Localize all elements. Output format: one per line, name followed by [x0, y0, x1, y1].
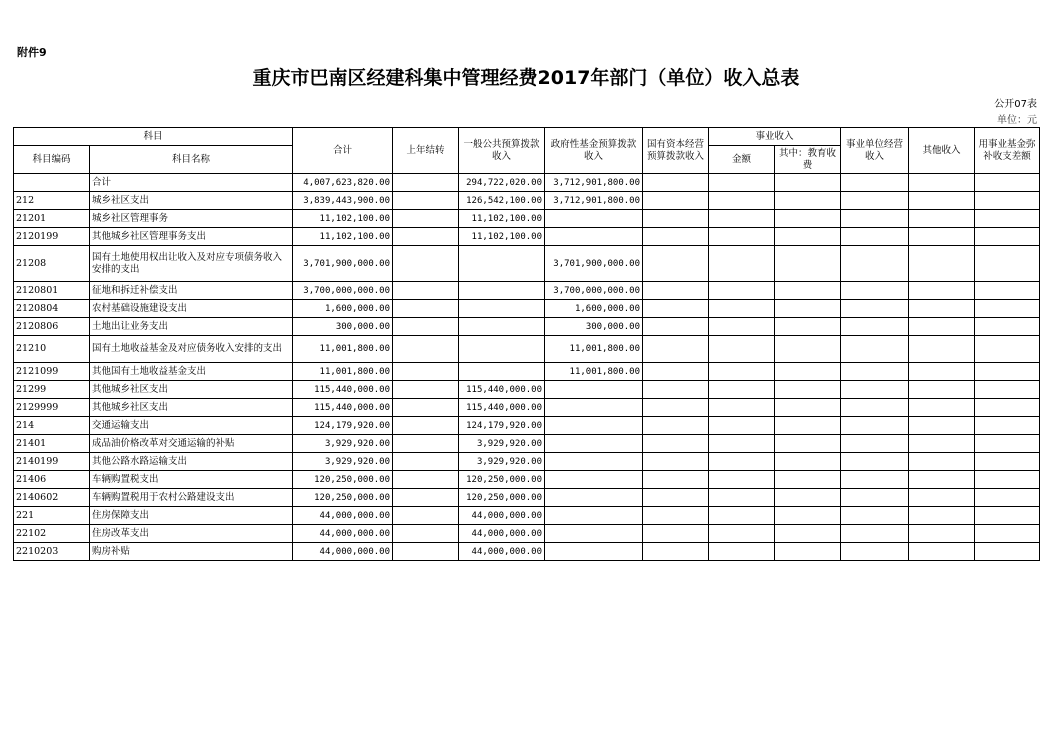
header-subject-code: 科目编码 — [14, 146, 90, 174]
table-row — [14, 228, 1040, 246]
business-income-cell — [841, 525, 909, 543]
table-row — [14, 210, 1040, 228]
state-capital-cell — [643, 300, 709, 318]
undertaking-amount-cell — [709, 363, 775, 381]
subject-name-cell: 车辆购置税支出 — [90, 471, 293, 489]
education-fee-cell — [775, 228, 841, 246]
general-budget-cell — [459, 246, 545, 282]
state-capital-cell — [643, 525, 709, 543]
state-capital-cell — [643, 417, 709, 435]
table-row — [14, 543, 1040, 561]
fund-offset-cell — [975, 417, 1040, 435]
general-budget-cell: 3,929,920.00 — [459, 453, 545, 471]
total-cell: 115,440,000.00 — [293, 381, 393, 399]
state-capital-cell — [643, 336, 709, 363]
education-fee-cell — [775, 174, 841, 192]
table-row — [14, 246, 1040, 282]
subject-name-cell: 其他国有土地收益基金支出 — [90, 363, 293, 381]
gov-fund-cell — [545, 507, 643, 525]
undertaking-amount-cell — [709, 336, 775, 363]
fund-offset-cell — [975, 471, 1040, 489]
carryover-cell — [393, 435, 459, 453]
carryover-cell — [393, 336, 459, 363]
subject-code-cell: 2120804 — [14, 300, 90, 318]
fund-offset-cell — [975, 174, 1040, 192]
general-budget-cell: 124,179,920.00 — [459, 417, 545, 435]
subject-name-cell: 其他城乡社区支出 — [90, 381, 293, 399]
business-income-cell — [841, 282, 909, 300]
education-fee-cell — [775, 318, 841, 336]
state-capital-cell — [643, 318, 709, 336]
header-other-income: 其他收入 — [909, 128, 975, 174]
subject-name-cell: 国有土地收益基金及对应债务收入安排的支出 — [90, 336, 293, 363]
subject-code-cell: 2210203 — [14, 543, 90, 561]
undertaking-amount-cell — [709, 192, 775, 210]
total-cell: 4,007,623,820.00 — [293, 174, 393, 192]
carryover-cell — [393, 300, 459, 318]
header-undertaking: 事业收入 — [709, 128, 841, 146]
other-income-cell — [909, 282, 975, 300]
state-capital-cell — [643, 399, 709, 417]
other-income-cell — [909, 210, 975, 228]
gov-fund-cell: 11,001,800.00 — [545, 363, 643, 381]
carryover-cell — [393, 318, 459, 336]
subject-code-cell: 2140199 — [14, 453, 90, 471]
income-table — [13, 127, 1040, 561]
table-row — [14, 435, 1040, 453]
total-cell: 44,000,000.00 — [293, 507, 393, 525]
business-income-cell — [841, 381, 909, 399]
total-cell: 3,839,443,900.00 — [293, 192, 393, 210]
header-education-fee: 其中：教育收费 — [775, 146, 841, 174]
business-income-cell — [841, 363, 909, 381]
education-fee-cell — [775, 489, 841, 507]
gov-fund-cell: 3,700,000,000.00 — [545, 282, 643, 300]
carryover-cell — [393, 174, 459, 192]
other-income-cell — [909, 507, 975, 525]
total-cell: 44,000,000.00 — [293, 543, 393, 561]
subject-code-cell: 21406 — [14, 471, 90, 489]
carryover-cell — [393, 471, 459, 489]
subject-name-cell: 住房保障支出 — [90, 507, 293, 525]
other-income-cell — [909, 174, 975, 192]
gov-fund-cell — [545, 228, 643, 246]
undertaking-amount-cell — [709, 399, 775, 417]
business-income-cell — [841, 192, 909, 210]
gov-fund-cell — [545, 489, 643, 507]
carryover-cell — [393, 417, 459, 435]
state-capital-cell — [643, 228, 709, 246]
subject-code-cell: 212 — [14, 192, 90, 210]
header-subject: 科目 — [14, 128, 293, 146]
undertaking-amount-cell — [709, 174, 775, 192]
carryover-cell — [393, 381, 459, 399]
subject-code-cell: 22102 — [14, 525, 90, 543]
other-income-cell — [909, 318, 975, 336]
general-budget-cell: 44,000,000.00 — [459, 507, 545, 525]
subject-code-cell: 2140602 — [14, 489, 90, 507]
total-cell: 11,001,800.00 — [293, 363, 393, 381]
education-fee-cell — [775, 399, 841, 417]
gov-fund-cell: 3,701,900,000.00 — [545, 246, 643, 282]
subject-code-cell: 21208 — [14, 246, 90, 282]
total-cell: 3,700,000,000.00 — [293, 282, 393, 300]
education-fee-cell — [775, 525, 841, 543]
subject-name-cell: 土地出让业务支出 — [90, 318, 293, 336]
subject-code-cell: 214 — [14, 417, 90, 435]
undertaking-amount-cell — [709, 507, 775, 525]
gov-fund-cell — [545, 525, 643, 543]
general-budget-cell — [459, 363, 545, 381]
carryover-cell — [393, 543, 459, 561]
table-row — [14, 489, 1040, 507]
subject-name-cell: 城乡社区管理事务 — [90, 210, 293, 228]
header-state-capital: 国有资本经营预算拨款收入 — [643, 128, 709, 174]
general-budget-cell — [459, 300, 545, 318]
education-fee-cell — [775, 543, 841, 561]
table-row — [14, 471, 1040, 489]
other-income-cell — [909, 543, 975, 561]
education-fee-cell — [775, 471, 841, 489]
state-capital-cell — [643, 543, 709, 561]
business-income-cell — [841, 453, 909, 471]
unit-label: 单位：元 — [997, 115, 1037, 126]
undertaking-amount-cell — [709, 228, 775, 246]
fund-offset-cell — [975, 381, 1040, 399]
carryover-cell — [393, 192, 459, 210]
subject-code-cell: 2120801 — [14, 282, 90, 300]
general-budget-cell: 3,929,920.00 — [459, 435, 545, 453]
undertaking-amount-cell — [709, 471, 775, 489]
table-row — [14, 399, 1040, 417]
state-capital-cell — [643, 507, 709, 525]
header-total: 合计 — [293, 128, 393, 174]
subject-code-cell: 2121099 — [14, 363, 90, 381]
total-cell: 115,440,000.00 — [293, 399, 393, 417]
general-budget-cell: 115,440,000.00 — [459, 399, 545, 417]
business-income-cell — [841, 246, 909, 282]
subject-name-cell: 其他公路水路运输支出 — [90, 453, 293, 471]
subject-name-cell: 国有土地使用权出让收入及对应专项债务收入安排的支出 — [90, 246, 293, 282]
education-fee-cell — [775, 282, 841, 300]
undertaking-amount-cell — [709, 246, 775, 282]
fund-offset-cell — [975, 282, 1040, 300]
undertaking-amount-cell — [709, 525, 775, 543]
subject-code-cell: 21210 — [14, 336, 90, 363]
fund-offset-cell — [975, 336, 1040, 363]
general-budget-cell: 120,250,000.00 — [459, 489, 545, 507]
undertaking-amount-cell — [709, 417, 775, 435]
table-row — [14, 381, 1040, 399]
fund-offset-cell — [975, 453, 1040, 471]
gov-fund-cell — [545, 399, 643, 417]
fund-offset-cell — [975, 318, 1040, 336]
subject-name-cell: 农村基础设施建设支出 — [90, 300, 293, 318]
education-fee-cell — [775, 453, 841, 471]
general-budget-cell — [459, 282, 545, 300]
carryover-cell — [393, 363, 459, 381]
general-budget-cell: 44,000,000.00 — [459, 525, 545, 543]
education-fee-cell — [775, 381, 841, 399]
state-capital-cell — [643, 471, 709, 489]
general-budget-cell — [459, 336, 545, 363]
page-title: 重庆市巴南区经建科集中管理经费2017年部门（单位）收入总表 — [252, 67, 800, 89]
general-budget-cell: 115,440,000.00 — [459, 381, 545, 399]
education-fee-cell — [775, 507, 841, 525]
subject-code-cell: 2129999 — [14, 399, 90, 417]
general-budget-cell — [459, 318, 545, 336]
general-budget-cell: 126,542,100.00 — [459, 192, 545, 210]
business-income-cell — [841, 435, 909, 453]
subject-name-cell: 车辆购置税用于农村公路建设支出 — [90, 489, 293, 507]
undertaking-amount-cell — [709, 318, 775, 336]
fund-offset-cell — [975, 300, 1040, 318]
fund-offset-cell — [975, 525, 1040, 543]
total-cell: 11,102,100.00 — [293, 210, 393, 228]
subject-name-cell: 城乡社区支出 — [90, 192, 293, 210]
subject-name-cell: 其他城乡社区支出 — [90, 399, 293, 417]
table-row — [14, 174, 1040, 192]
education-fee-cell — [775, 417, 841, 435]
undertaking-amount-cell — [709, 210, 775, 228]
total-cell: 3,929,920.00 — [293, 453, 393, 471]
undertaking-amount-cell — [709, 282, 775, 300]
attachment-label: 附件9 — [17, 46, 47, 59]
carryover-cell — [393, 210, 459, 228]
gov-fund-cell — [545, 381, 643, 399]
education-fee-cell — [775, 336, 841, 363]
fund-offset-cell — [975, 399, 1040, 417]
other-income-cell — [909, 192, 975, 210]
fund-offset-cell — [975, 543, 1040, 561]
total-cell: 300,000.00 — [293, 318, 393, 336]
header-business-income: 事业单位经营收入 — [841, 128, 909, 174]
general-budget-cell: 120,250,000.00 — [459, 471, 545, 489]
table-row — [14, 453, 1040, 471]
table-row — [14, 417, 1040, 435]
table-row — [14, 525, 1040, 543]
header-fund-offset: 用事业基金弥补收支差额 — [975, 128, 1040, 174]
business-income-cell — [841, 318, 909, 336]
state-capital-cell — [643, 363, 709, 381]
header-general-budget: 一般公共预算拨款收入 — [459, 128, 545, 174]
subject-code-cell: 221 — [14, 507, 90, 525]
total-cell: 124,179,920.00 — [293, 417, 393, 435]
subject-code-cell: 2120806 — [14, 318, 90, 336]
business-income-cell — [841, 489, 909, 507]
total-cell: 1,600,000.00 — [293, 300, 393, 318]
fund-offset-cell — [975, 489, 1040, 507]
gov-fund-cell: 300,000.00 — [545, 318, 643, 336]
other-income-cell — [909, 525, 975, 543]
education-fee-cell — [775, 210, 841, 228]
undertaking-amount-cell — [709, 543, 775, 561]
gov-fund-cell — [545, 417, 643, 435]
undertaking-amount-cell — [709, 489, 775, 507]
other-income-cell — [909, 363, 975, 381]
subject-code-cell: 2120199 — [14, 228, 90, 246]
general-budget-cell: 11,102,100.00 — [459, 210, 545, 228]
state-capital-cell — [643, 453, 709, 471]
education-fee-cell — [775, 192, 841, 210]
carryover-cell — [393, 228, 459, 246]
carryover-cell — [393, 507, 459, 525]
other-income-cell — [909, 399, 975, 417]
carryover-cell — [393, 453, 459, 471]
other-income-cell — [909, 300, 975, 318]
education-fee-cell — [775, 435, 841, 453]
header-carryover: 上年结转 — [393, 128, 459, 174]
table-row — [14, 363, 1040, 381]
business-income-cell — [841, 471, 909, 489]
table-row — [14, 300, 1040, 318]
carryover-cell — [393, 399, 459, 417]
undertaking-amount-cell — [709, 435, 775, 453]
fund-offset-cell — [975, 192, 1040, 210]
general-budget-cell: 294,722,020.00 — [459, 174, 545, 192]
general-budget-cell: 44,000,000.00 — [459, 543, 545, 561]
state-capital-cell — [643, 246, 709, 282]
fund-offset-cell — [975, 210, 1040, 228]
other-income-cell — [909, 435, 975, 453]
subject-name-cell: 成品油价格改革对交通运输的补贴 — [90, 435, 293, 453]
fund-offset-cell — [975, 246, 1040, 282]
gov-fund-cell — [545, 210, 643, 228]
undertaking-amount-cell — [709, 381, 775, 399]
undertaking-amount-cell — [709, 453, 775, 471]
total-cell: 11,001,800.00 — [293, 336, 393, 363]
total-cell: 120,250,000.00 — [293, 489, 393, 507]
total-cell: 11,102,100.00 — [293, 228, 393, 246]
state-capital-cell — [643, 381, 709, 399]
table-row — [14, 507, 1040, 525]
other-income-cell — [909, 228, 975, 246]
header-amount: 金额 — [709, 146, 775, 174]
fund-offset-cell — [975, 507, 1040, 525]
state-capital-cell — [643, 435, 709, 453]
other-income-cell — [909, 471, 975, 489]
subject-name-cell: 其他城乡社区管理事务支出 — [90, 228, 293, 246]
business-income-cell — [841, 210, 909, 228]
education-fee-cell — [775, 246, 841, 282]
total-cell: 44,000,000.00 — [293, 525, 393, 543]
subject-name-cell: 购房补贴 — [90, 543, 293, 561]
subject-name-cell: 征地和拆迁补偿支出 — [90, 282, 293, 300]
fund-offset-cell — [975, 228, 1040, 246]
subject-code-cell: 21201 — [14, 210, 90, 228]
subject-name-cell: 合计 — [90, 174, 293, 192]
table-row — [14, 192, 1040, 210]
fund-offset-cell — [975, 435, 1040, 453]
education-fee-cell — [775, 363, 841, 381]
other-income-cell — [909, 246, 975, 282]
table-code: 公开07表 — [994, 99, 1037, 110]
gov-fund-cell — [545, 435, 643, 453]
business-income-cell — [841, 228, 909, 246]
carryover-cell — [393, 525, 459, 543]
total-cell: 3,929,920.00 — [293, 435, 393, 453]
total-cell: 3,701,900,000.00 — [293, 246, 393, 282]
header-subject-name: 科目名称 — [90, 146, 293, 174]
business-income-cell — [841, 399, 909, 417]
other-income-cell — [909, 453, 975, 471]
fund-offset-cell — [975, 363, 1040, 381]
carryover-cell — [393, 489, 459, 507]
other-income-cell — [909, 336, 975, 363]
education-fee-cell — [775, 300, 841, 318]
business-income-cell — [841, 543, 909, 561]
business-income-cell — [841, 300, 909, 318]
gov-fund-cell — [545, 453, 643, 471]
header-gov-fund: 政府性基金预算拨款收入 — [545, 128, 643, 174]
gov-fund-cell: 3,712,901,800.00 — [545, 192, 643, 210]
table-row — [14, 336, 1040, 363]
business-income-cell — [841, 336, 909, 363]
subject-code-cell — [14, 174, 90, 192]
general-budget-cell: 11,102,100.00 — [459, 228, 545, 246]
other-income-cell — [909, 417, 975, 435]
state-capital-cell — [643, 489, 709, 507]
gov-fund-cell: 3,712,901,800.00 — [545, 174, 643, 192]
total-cell: 120,250,000.00 — [293, 471, 393, 489]
carryover-cell — [393, 246, 459, 282]
table-row — [14, 318, 1040, 336]
state-capital-cell — [643, 282, 709, 300]
business-income-cell — [841, 507, 909, 525]
business-income-cell — [841, 417, 909, 435]
subject-name-cell: 交通运输支出 — [90, 417, 293, 435]
gov-fund-cell: 1,600,000.00 — [545, 300, 643, 318]
gov-fund-cell — [545, 471, 643, 489]
other-income-cell — [909, 489, 975, 507]
gov-fund-cell: 11,001,800.00 — [545, 336, 643, 363]
subject-name-cell: 住房改革支出 — [90, 525, 293, 543]
subject-code-cell: 21299 — [14, 381, 90, 399]
undertaking-amount-cell — [709, 300, 775, 318]
table-row — [14, 282, 1040, 300]
state-capital-cell — [643, 174, 709, 192]
business-income-cell — [841, 174, 909, 192]
state-capital-cell — [643, 210, 709, 228]
subject-code-cell: 21401 — [14, 435, 90, 453]
state-capital-cell — [643, 192, 709, 210]
carryover-cell — [393, 282, 459, 300]
other-income-cell — [909, 381, 975, 399]
gov-fund-cell — [545, 543, 643, 561]
